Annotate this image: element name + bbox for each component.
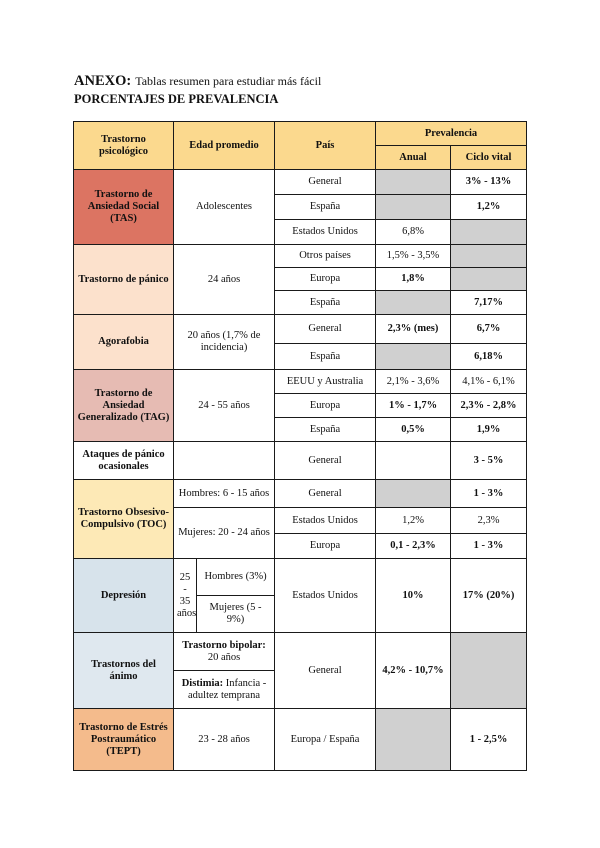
age-depression-women: Mujeres (5 - 9%) (197, 596, 275, 633)
country-cell: General (275, 633, 376, 709)
annual-cell: 1,2% (376, 508, 451, 534)
annual-cell: 2,1% - 3,6% (376, 370, 451, 394)
country-cell: Europa (275, 534, 376, 559)
lifetime-cell (451, 245, 527, 268)
country-cell: Otros países (275, 245, 376, 268)
annual-cell (376, 195, 451, 220)
annex-label: ANEXO: (74, 73, 132, 89)
lifetime-cell: 1,9% (451, 418, 527, 442)
annex-line (74, 72, 321, 90)
lifetime-cell: 1 - 3% (451, 480, 527, 508)
dysthymia-age: Infancia - adultez temprana (188, 677, 267, 701)
lifetime-cell: 4,1% - 6,1% (451, 370, 527, 394)
country-cell: General (275, 480, 376, 508)
table-row (74, 480, 527, 508)
section-title: PORCENTAJES DE PREVALENCIA (74, 92, 279, 106)
lifetime-cell: 1,2% (451, 195, 527, 220)
header-annual: Anual (376, 146, 451, 170)
country-cell: Europa / España (275, 709, 376, 771)
annual-cell (376, 291, 451, 315)
age-agoraphobia: 20 años (1,7% de incidencia) (174, 315, 275, 370)
country-cell: General (275, 315, 376, 344)
annual-cell (376, 442, 451, 480)
annual-cell (376, 344, 451, 370)
header-row (74, 122, 527, 146)
annual-cell (376, 709, 451, 771)
prevalence-table (73, 121, 527, 771)
country-cell: Estados Unidos (275, 508, 376, 534)
annual-cell: 2,3% (mes) (376, 315, 451, 344)
disorder-tas: Trastorno de Ansiedad Social (TAS) (74, 170, 174, 245)
lifetime-cell: 7,17% (451, 291, 527, 315)
lifetime-cell: 1 - 2,5% (451, 709, 527, 771)
annual-cell: 4,2% - 10,7% (376, 633, 451, 709)
annual-cell: 1% - 1,7% (376, 394, 451, 418)
country-cell: General (275, 442, 376, 480)
annual-cell: 6,8% (376, 220, 451, 245)
table-row (74, 709, 527, 771)
header-disorder: Trastorno psicológico (74, 122, 174, 170)
country-cell: EEUU y Australia (275, 370, 376, 394)
lifetime-cell: 2,3% - 2,8% (451, 394, 527, 418)
lifetime-cell: 3 - 5% (451, 442, 527, 480)
dysthymia-label: Distimia: (181, 677, 224, 689)
age-depression-men: Hombres (3%) (197, 559, 275, 596)
country-cell: España (275, 195, 376, 220)
table-row (74, 633, 527, 671)
disorder-tag: Trastorno de Ansiedad Generalizado (TAG) (74, 370, 174, 442)
annual-cell: 0,1 - 2,3% (376, 534, 451, 559)
country-cell: España (275, 344, 376, 370)
header-lifetime: Ciclo vital (451, 146, 527, 170)
header-country: País (275, 122, 376, 170)
annual-cell: 0,5% (376, 418, 451, 442)
bipolar-age: 20 años (207, 651, 241, 663)
bipolar-label: Trastorno bipolar: (182, 639, 266, 651)
header-age: Edad promedio (174, 122, 275, 170)
disorder-agoraphobia: Agorafobia (74, 315, 174, 370)
country-cell: General (275, 170, 376, 195)
age-panic: 24 años (174, 245, 275, 315)
country-cell: Estados Unidos (275, 559, 376, 633)
disorder-mood: Trastornos del ánimo (74, 633, 174, 709)
table-row (74, 442, 527, 480)
table-row (74, 170, 527, 195)
country-cell: Europa (275, 394, 376, 418)
country-cell: España (275, 291, 376, 315)
disorder-panic-attacks: Ataques de pánico ocasionales (74, 442, 174, 480)
lifetime-cell: 2,3% (451, 508, 527, 534)
annual-cell (376, 170, 451, 195)
age-mood-bipolar (174, 633, 275, 671)
age-toc-women: Mujeres: 20 - 24 años (174, 508, 275, 559)
country-cell: Estados Unidos (275, 220, 376, 245)
annual-cell: 10% (376, 559, 451, 633)
age-tag: 24 - 55 años (174, 370, 275, 442)
age-mood-dysthymia (174, 671, 275, 709)
disorder-tept: Trastorno de Estrés Postraumático (TEPT) (74, 709, 174, 771)
annual-cell (376, 480, 451, 508)
lifetime-cell: 3% - 13% (451, 170, 527, 195)
age-tept: 23 - 28 años (174, 709, 275, 771)
disorder-toc: Trastorno Obsesivo-Compulsivo (TOC) (74, 480, 174, 559)
lifetime-cell: 1 - 3% (451, 534, 527, 559)
table-row (74, 370, 527, 394)
age-depression: 25 - 35 años (174, 559, 197, 633)
lifetime-cell: 17% (20%) (451, 559, 527, 633)
lifetime-cell (451, 220, 527, 245)
document-heading (74, 72, 321, 108)
age-toc-men: Hombres: 6 - 15 años (174, 480, 275, 508)
table-row (74, 559, 527, 596)
annual-cell: 1,5% - 3,5% (376, 245, 451, 268)
annex-subtitle: Tablas resumen para estudiar más fácil (135, 74, 322, 88)
country-cell: Europa (275, 268, 376, 291)
annual-cell: 1,8% (376, 268, 451, 291)
lifetime-cell (451, 268, 527, 291)
lifetime-cell (451, 633, 527, 709)
age-panic-attacks (174, 442, 275, 480)
table-row (74, 245, 527, 268)
lifetime-cell: 6,18% (451, 344, 527, 370)
disorder-panic: Trastorno de pánico (74, 245, 174, 315)
lifetime-cell: 6,7% (451, 315, 527, 344)
country-cell: España (275, 418, 376, 442)
header-prevalence: Prevalencia (376, 122, 527, 146)
disorder-depression: Depresión (74, 559, 174, 633)
table-row (74, 315, 527, 344)
age-tas: Adolescentes (174, 170, 275, 245)
